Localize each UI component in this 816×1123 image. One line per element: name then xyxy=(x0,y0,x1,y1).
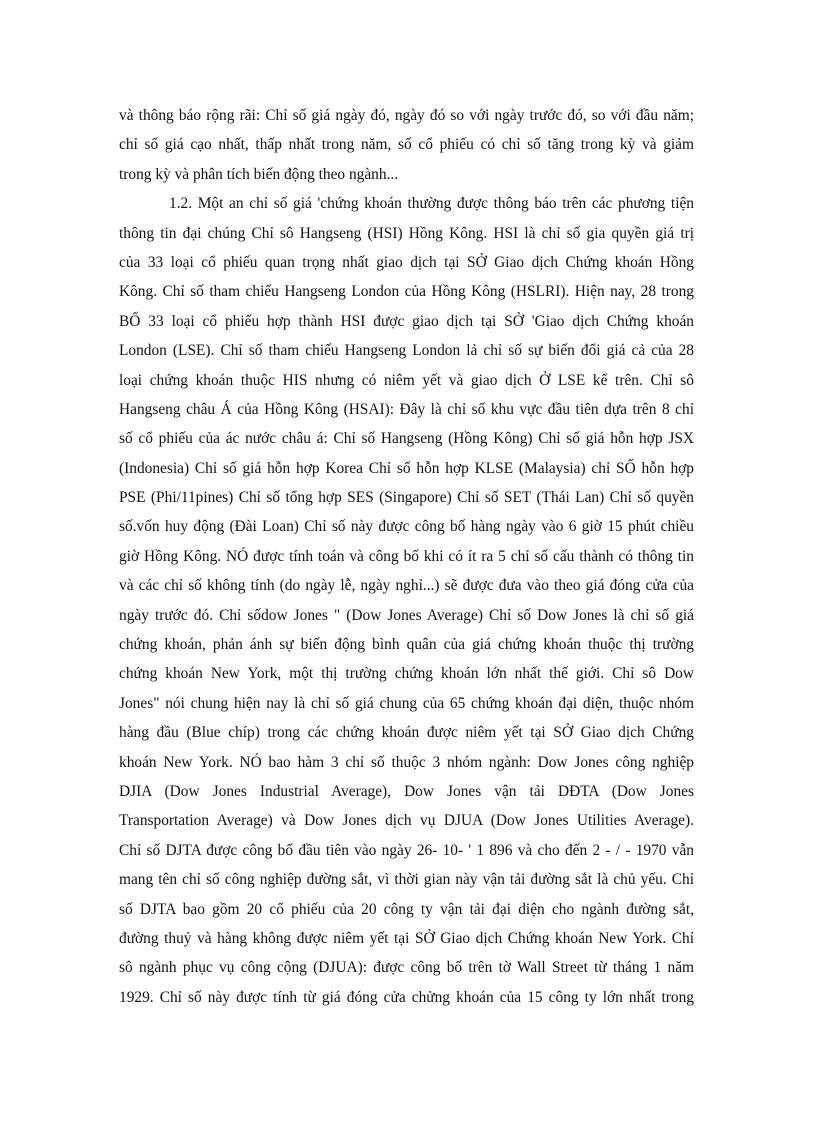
text-line: khoán New York. NÓ bao hàm 3 chỉ số thuộc 3 nhóm ngành: Dow Jones công nghiệp xyxy=(119,753,694,771)
text-line: đường thuỷ và hàng không được niêm yết tại SỞ Giao dịch Chứng khoán New York. Chỉ xyxy=(119,929,694,947)
text-line: sô ngành phục vụ công cộng (DJUA): được công bố trên tờ Wall Street từ tháng 1 năm xyxy=(119,959,694,977)
text-line: số.vốn huy động (Đài Loan) Chỉ số này được công bố hàng ngày vào 6 giờ 15 phút chiều xyxy=(119,518,694,536)
text-line: chứng khoán, phản ánh sự biến động bình quân của giá chứng khoán thuộc thị trường xyxy=(119,636,694,654)
text-line: BỐ 33 loại cổ phiếu hợp thành HSI được giao dịch tại SỞ 'Giao dịch Chứng khoán xyxy=(119,312,694,330)
text-line: và thông báo rộng rãi: Chỉ số giá ngày đó, ngày đó so với ngày trước đó, so với đầu năm; xyxy=(119,107,694,124)
text-line: loại chứng khoán thuộc HIS nhưng có niêm yết và giao dịch Ở LSE kể trên. Chỉ sô xyxy=(119,371,694,389)
text-line: mang tên chỉ số công nghiệp đường sắt, vì thời gian này vận tải đường sắt là chủ yếu. Chỉ xyxy=(119,871,694,889)
text-line: hàng đầu (Blue chíp) trong các chứng khoán được niêm yết tại SỞ Giao dịch Chứng xyxy=(119,724,694,742)
text-line: Kông. Chỉ số tham chiếu Hangseng London của Hồng Kông (HSLRI). Hiện nay, 28 trong xyxy=(119,283,694,301)
text-line: DJIA (Dow Jones Industrial Average), Dow Jones vận tải DĐTA (Dow Jones xyxy=(119,782,694,800)
text-line: và các chỉ số không tính (do ngày lễ, ngày nghỉ...) sẽ được đưa vào theo giá đóng cửa của xyxy=(119,577,694,595)
text-line: của 33 loại cổ phiếu quan trọng nhất giao dịch tại SỞ Giao dịch Chứng khoán Hồng xyxy=(119,253,694,271)
text-line: 1929. Chỉ số này được tính từ giá đóng cửa chửng khoán của 15 công ty lớn nhất trong xyxy=(119,988,694,1006)
text-line: thông tin đại chúng Chỉ sô Hangseng (HSI) Hồng Kông. HSI là chỉ số gia quyền giá trị xyxy=(119,224,694,242)
body-text xyxy=(119,101,694,1012)
text-line: giờ Hồng Kông. NÓ được tính toán và công bố khi có ít ra 5 chỉ số cấu thành có thông tin xyxy=(119,547,694,565)
text-line: Jones" nói chung hiện nay là chỉ số giá chung của 65 chứng khoán đại diện, thuộc nhóm xyxy=(119,694,694,712)
text-line: số cổ phiếu của ác nước châu á: Chỉ số Hangseng (Hồng Kông) Chỉ số giá hỗn hợp JSX xyxy=(119,430,694,448)
text-line: ngày trước đó. Chỉ sốdow Jones " (Dow Jones Average) Chỉ số Dow Jones là chỉ số giá xyxy=(119,606,694,624)
text-line: chứng khoán New York, một thị trường chứng khoán lớn nhất thế giới. Chỉ sô Dow xyxy=(119,665,694,683)
text-line: 1.2. Một an chỉ số giá 'chứng khoán thường được thông báo trên các phương tiện xyxy=(169,195,694,213)
text-line: trong kỳ và phân tích biến động theo ngành... xyxy=(119,165,399,183)
text-line: chỉ số giá cạo nhất, thấp nhất trong năm, số cổ phiếu có chỉ số tăng trong kỳ và giảm xyxy=(119,136,694,154)
text-line: Transportation Average) và Dow Jones dịch vụ DJUA (Dow Jones Utilities Average). xyxy=(119,812,694,830)
text-line: (Indonesia) Chỉ số giá hỗn hợp Korea Chỉ số hỗn hợp KLSE (Malaysia) chỉ SỐ hỗn hợp xyxy=(119,459,694,477)
text-line: PSE (Phi/11pines) Chỉ số tổng hợp SES (Singapore) Chỉ số SET (Thái Lan) Chỉ số quyền xyxy=(119,489,694,507)
text-line: số DJTA bao gồm 20 cổ phiếu của 20 công ty vận tải đại diện cho ngành đường sắt, xyxy=(119,900,694,918)
text-line: London (LSE). Chỉ số tham chiếu Hangseng London lả chỉ số sự biến đổi giá cả của 28 xyxy=(119,342,694,360)
text-line: Chỉ số DJTA được công bố đầu tiên vào ngày 26- 10- ' 1 896 và cho đến 2 - / - 1970 vẫn xyxy=(119,841,694,859)
text-line: Hangseng châu Á của Hồng Kông (HSAI): Đây là chỉ số khu vực đầu tiên dựa trên 8 chỉ xyxy=(119,400,694,418)
